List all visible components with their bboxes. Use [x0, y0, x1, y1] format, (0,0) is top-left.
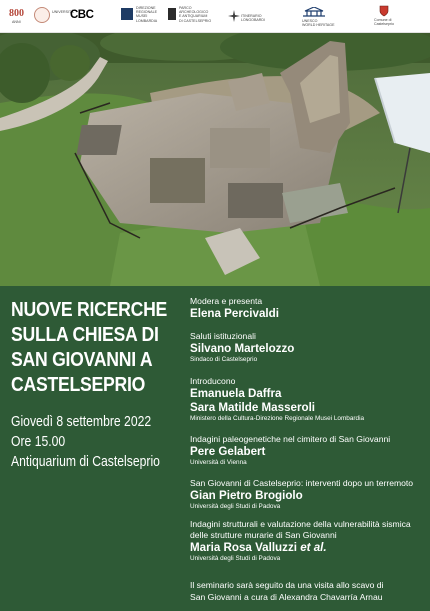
longobardi-logo — [228, 4, 274, 29]
excavation-photo-illustration — [0, 33, 430, 286]
event-title — [11, 297, 168, 397]
program-item-moderator — [190, 296, 426, 321]
title-line: CASTELSEPRIO — [11, 373, 146, 396]
comune-label: Comune di Castelseprio — [374, 18, 394, 27]
speaker-affiliation: Ministero della Cultura-Direzione Regionale Musei Lombardia — [190, 415, 365, 422]
logo-strip — [0, 0, 430, 33]
event-details — [11, 412, 160, 472]
event-panel — [0, 286, 430, 611]
speaker-affiliation: Università di Vienna — [190, 459, 247, 466]
speaker-name-suffix: et al. — [300, 541, 327, 554]
title-line: SAN GIOVANNI A — [11, 348, 153, 371]
program-caption: Introducono — [190, 376, 236, 386]
program-caption-continued: delle strutture murarie di San Giovanni — [190, 530, 337, 540]
parco-archeologico-logo — [168, 4, 218, 29]
speaker-name: Maria Rosa Valluzzi — [190, 541, 297, 554]
direzione-regionale-logo — [121, 4, 161, 29]
speaker-affiliation: Università degli Studi di Padova — [190, 555, 281, 562]
unesco-temple-icon — [302, 7, 326, 17]
title-line: SULLA CHIESA DI — [11, 323, 159, 346]
speaker-name: Pere Gelabert — [190, 445, 266, 458]
longobardi-label: ITINERARIO LONGOBARDI — [241, 14, 265, 23]
program-caption: Indagini strutturali e valutazione della vulnerabilità sismica — [190, 519, 411, 529]
parco-label: PARCO ARCHEOLOGICO E ANTIQUARIUM DI CASTELSEPRIO — [179, 6, 212, 23]
university-seal-logo — [34, 4, 50, 29]
title-line: NUOVE RICERCHE — [11, 298, 168, 321]
program-item-intro — [190, 376, 426, 423]
ministry-emblem-icon — [121, 8, 133, 20]
program-caption: Modera e presenta — [190, 296, 263, 306]
speaker-name: Sara Matilde Masseroli — [190, 401, 316, 414]
cbc-wordmark: CBC — [70, 9, 94, 21]
event-place: Antiquarium di Castelseprio — [11, 454, 160, 470]
aerial-photo-excavation — [0, 33, 430, 286]
speaker-name: Silvano Martelozzo — [190, 342, 295, 355]
program-caption: San Giovanni di Castelseprio: interventi dopo un terremoto — [190, 478, 414, 488]
seal-icon — [34, 7, 50, 23]
program-item-paleogenetics — [190, 434, 426, 467]
closing-line: San Giovanni a cura di Alexandra Chavarría Arnau — [190, 592, 383, 602]
program-item-greetings — [190, 331, 426, 364]
speaker-name: Gian Pietro Brogiolo — [190, 489, 303, 502]
university-label-logo — [52, 4, 74, 29]
program-caption: Saluti istituzionali — [190, 331, 256, 341]
speaker-affiliation: Sindaco di Castelseprio — [190, 356, 258, 363]
comune-logo — [372, 4, 398, 29]
speaker-name-line — [190, 541, 426, 555]
direzione-label: DIREZIONE REGIONALE MUSEI LOMBARDIA — [136, 6, 158, 23]
event-time: Ore 15.00 — [11, 434, 66, 450]
unesco-logo — [302, 4, 348, 29]
closing-line: Il seminario sarà seguito da una visita allo scavo di — [190, 580, 384, 590]
speaker-name: Elena Percivaldi — [190, 307, 279, 320]
closing-note — [190, 579, 383, 603]
program-item-structural — [190, 519, 426, 563]
speaker-affiliation: Università degli Studi di Padova — [190, 503, 281, 510]
coat-of-arms-icon — [379, 5, 389, 17]
university-label: UNIVERSITÀ — [52, 10, 74, 14]
anniversary-caption: ANNI — [12, 20, 21, 24]
program-item-earthquake — [190, 478, 426, 511]
event-date: Giovedì 8 settembre 2022 — [11, 414, 152, 430]
unesco-label: UNESCO WORLD HERITAGE — [302, 19, 335, 28]
star-icon — [228, 10, 240, 22]
program-caption: Indagini paleogenetiche nel cimitero di San Giovanni — [190, 434, 391, 444]
anniversary-800-logo — [9, 4, 35, 29]
parco-emblem-icon — [168, 8, 176, 20]
anniversary-number: 800 — [9, 8, 24, 19]
cbc-logo — [70, 4, 94, 29]
speaker-name: Emanuela Daffra — [190, 387, 282, 400]
